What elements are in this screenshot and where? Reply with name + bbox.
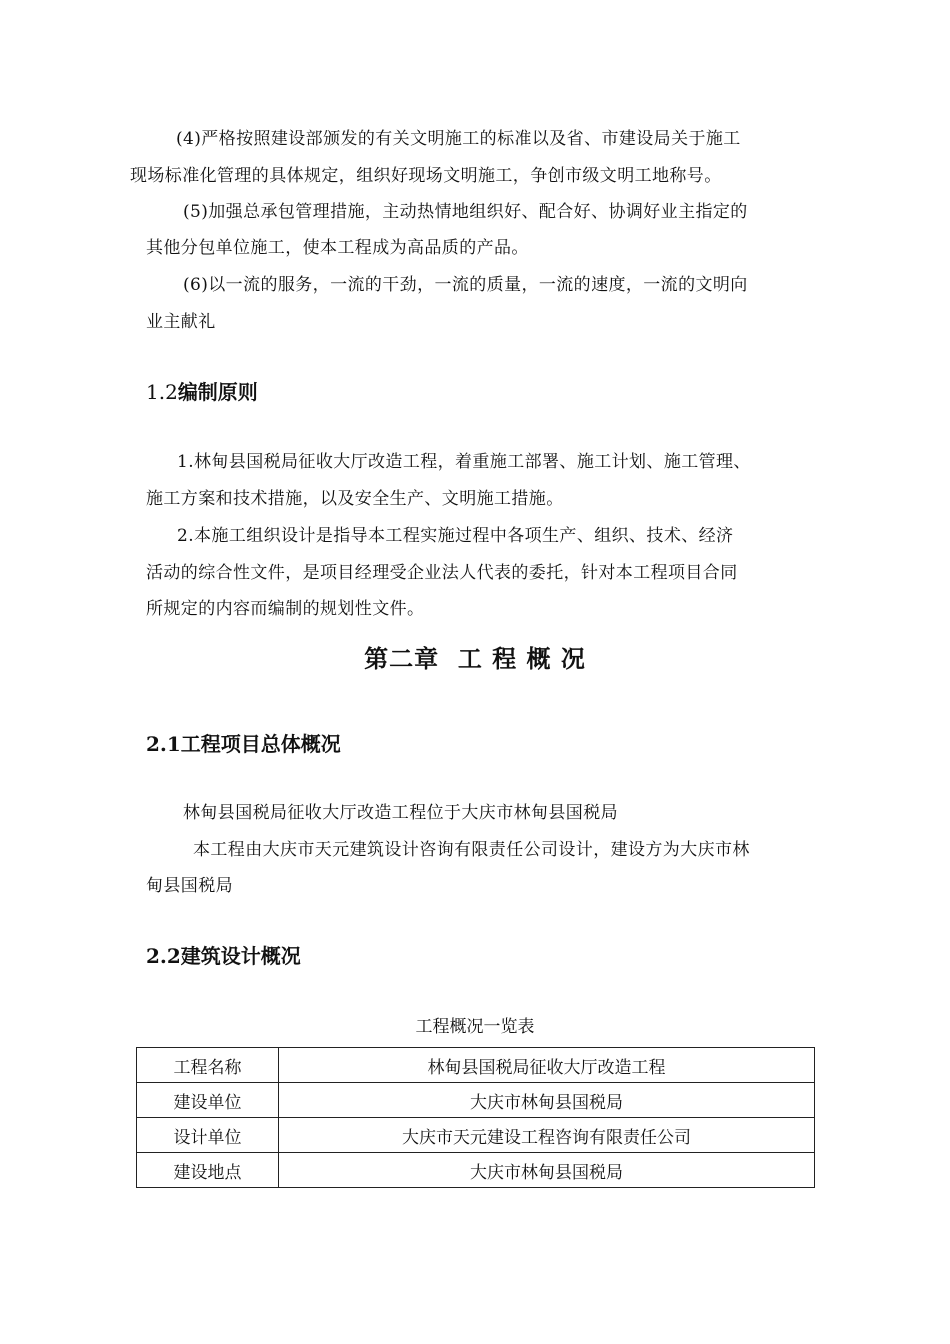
- section-1-2-heading: [146, 379, 258, 405]
- item-6-line-1: (6)以一流的服务，一流的干劲，一流的质量，一流的速度，一流的文明向: [183, 275, 748, 295]
- row-value: 大庆市天元建设工程咨询有限责任公司: [279, 1118, 815, 1153]
- section-1-2-number: 1.2: [146, 380, 178, 404]
- overview-line-2: 本工程由大庆市天元建筑设计咨询有限责任公司设计，建设方为大庆市林: [193, 840, 750, 860]
- section-2-2-heading: 2.2建筑设计概况: [146, 944, 301, 968]
- row-value: 大庆市林甸县国税局: [279, 1153, 815, 1188]
- overview-line-3: 甸县国税局: [146, 876, 233, 896]
- row-label: 建设单位: [137, 1083, 279, 1118]
- principle-1-line-1: 1.林甸县国税局征收大厅改造工程，着重施工部署、施工计划、施工管理、: [177, 452, 751, 472]
- item-4-line-2: 现场标准化管理的具体规定，组织好现场文明施工，争创市级文明工地称号。: [130, 166, 722, 186]
- section-1-2-title: 编制原则: [177, 380, 258, 404]
- table-caption: 工程概况一览表: [415, 1017, 535, 1037]
- principle-1-line-2: 施工方案和技术措施，以及安全生产、文明施工措施。: [146, 489, 564, 509]
- row-value: 大庆市林甸县国税局: [279, 1083, 815, 1118]
- table-row: [137, 1083, 815, 1118]
- project-overview-table: [136, 1047, 815, 1188]
- row-value: 林甸县国税局征收大厅改造工程: [279, 1048, 815, 1083]
- table-row: [137, 1153, 815, 1188]
- item-6-line-2: 业主献礼: [146, 312, 216, 332]
- chapter-title: 第二章 工 程 概 况: [364, 644, 586, 673]
- section-2-1-heading: 2.1工程项目总体概况: [146, 732, 341, 756]
- item-5-line-1: (5)加强总承包管理措施，主动热情地组织好、配合好、协调好业主指定的: [183, 202, 748, 222]
- principle-2-line-2: 活动的综合性文件，是项目经理受企业法人代表的委托，针对本工程项目合同: [146, 563, 738, 583]
- row-label: 工程名称: [137, 1048, 279, 1083]
- row-label: 设计单位: [137, 1118, 279, 1153]
- row-label: 建设地点: [137, 1153, 279, 1188]
- principle-2-line-1: 2.本施工组织设计是指导本工程实施过程中各项生产、组织、技术、经济: [177, 526, 734, 546]
- item-5-line-2: 其他分包单位施工，使本工程成为高品质的产品。: [146, 238, 529, 258]
- table-row: [137, 1048, 815, 1083]
- overview-line-1: 林甸县国税局征收大厅改造工程位于大庆市林甸县国税局: [183, 803, 618, 823]
- principle-2-line-3: 所规定的内容而编制的规划性文件。: [146, 599, 425, 619]
- table-row: [137, 1118, 815, 1153]
- item-4-line-1: (4)严格按照建设部颁发的有关文明施工的标准以及省、市建设局关于施工: [176, 129, 741, 149]
